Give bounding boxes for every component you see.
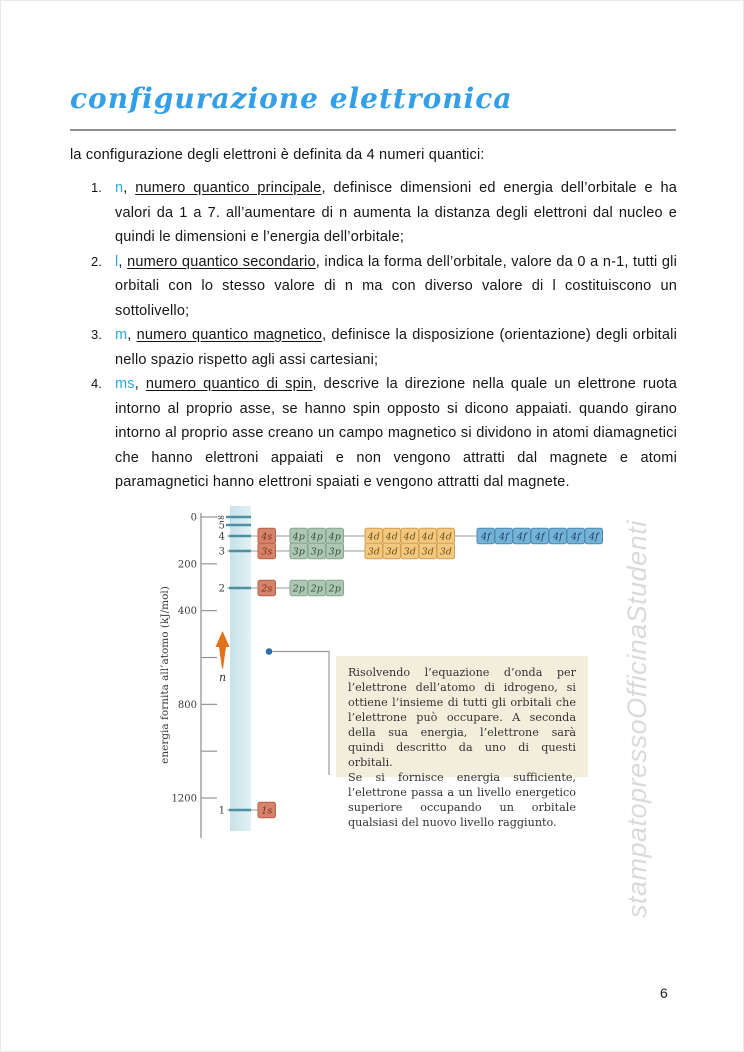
- y-axis-title: energia fornita all’atomo (kJ/mol): [159, 586, 171, 764]
- orbital-box-label: 3d: [367, 546, 380, 558]
- orbital-box-label: 4s: [261, 531, 273, 543]
- energy-band: [230, 506, 251, 831]
- watermark: stampatopressoOfficinaStudenti: [622, 520, 652, 918]
- item-description: , definisce la disposizione (orientazione) degli orbitali nello spazio rispetto agli assi cartesiani;: [115, 327, 677, 368]
- orbital-box-label: 4f: [552, 531, 563, 543]
- orbital-box-label: 4f: [588, 531, 599, 543]
- quantum-term: numero quantico principale: [135, 180, 322, 196]
- orbital-box-label: 3p: [310, 546, 323, 558]
- orbital-box-label: 4f: [570, 531, 581, 543]
- orbital-box-label: 3p: [292, 546, 305, 558]
- level-label: 3: [218, 546, 225, 558]
- note-leader-line: [272, 652, 329, 776]
- orbital-box-label: 4f: [516, 531, 527, 543]
- quantum-term: numero quantico magnetico: [136, 327, 323, 343]
- note-paragraph-2: Se si fornisce energia sufficiente, l’elettrone passa a un livello energetico superiore occupando un orbitale qualsiasi del nuovo livello raggiunto.: [348, 771, 576, 829]
- orbital-box-label: 4p: [328, 531, 341, 543]
- item-text: [115, 250, 677, 324]
- orbital-box-label: 1s: [261, 805, 273, 817]
- arrow-label: n: [218, 671, 227, 684]
- energy-arrow-icon: [216, 631, 230, 669]
- electron-dot: [266, 648, 273, 655]
- quantum-symbol: n: [115, 180, 124, 196]
- orbital-box-label: 3d: [403, 546, 416, 558]
- level-label: 2: [218, 583, 225, 595]
- quantum-symbol: m: [115, 327, 128, 343]
- list-item: [70, 372, 677, 495]
- orbital-box-label: 4f: [534, 531, 545, 543]
- axis-tick-label: 1200: [171, 793, 197, 805]
- item-description: , definisce dimensioni ed energia dell’orbitale e ha valori da 1 a 7. all’aumentare di n aumenta la distanza degli elettroni dal nucleo e quindi le dimensioni e l’energia dell’orbitale;: [115, 180, 677, 245]
- note-box: [336, 656, 588, 829]
- item-description: , descrive la direzione nella quale un elettrone ruota intorno al proprio asse, se hanno spin opposto si dicono appaiati. quando girano intorno al proprio asse creano un campo magnetico si dividono in atomi diamagnetici che hanno elettroni appaiati e non vengono attratti dal magnete e atomi paramagnetici hanno elettroni spaiati e vengono attratti dal magnete.: [115, 376, 677, 490]
- item-text: [115, 372, 677, 495]
- orbital-box-label: 2p: [328, 583, 341, 595]
- orbital-box-label: 4p: [310, 531, 323, 543]
- item-text: [115, 176, 677, 250]
- level-label: ∞: [216, 512, 225, 524]
- axis-tick-label: 200: [177, 559, 197, 571]
- orbital-box-label: 3p: [328, 546, 341, 558]
- orbital-box-label: 4d: [421, 531, 434, 543]
- list-item: [70, 176, 677, 250]
- orbital-box-label: 3s: [261, 546, 273, 558]
- quantum-symbol: ms: [115, 376, 135, 392]
- orbital-box-label: 4f: [480, 531, 491, 543]
- note-paragraph-1: Risolvendo l’equazione d’onda per l’elettrone dell’atomo di idrogeno, si ottiene l’insieme di tutti gli orbitali che l’elettrone può occupare. A seconda della sua energia, l’elettrone sarà quindi descritto da uno di questi orbitali.: [348, 666, 576, 769]
- quantum-numbers-list: [70, 176, 677, 495]
- item-number: 2.: [91, 253, 102, 269]
- axis-tick-label: 800: [177, 699, 197, 711]
- orbital-box-label: 4d: [367, 531, 380, 543]
- list-item: [70, 323, 677, 372]
- orbital-box-label: 2p: [310, 583, 323, 595]
- intro-paragraph: la configurazione degli elettroni è definita da 4 numeri quantici:: [70, 147, 485, 163]
- page-number: 6: [660, 985, 668, 1001]
- orbital-box-label: 3d: [421, 546, 434, 558]
- axis-tick-label: 400: [177, 606, 197, 618]
- quantum-term: numero quantico secondario: [127, 253, 316, 270]
- orbital-box-label: 3d: [439, 546, 452, 558]
- orbital-box-label: 4d: [439, 531, 452, 543]
- orbital-box-label: 2s: [261, 583, 273, 595]
- item-description: , indica la forma dell’orbitale, valore da 0 a n-1, tutti gli orbitali con lo stesso valore di n ma con diverso valore di l costituiscono un sottolivello;: [115, 253, 677, 319]
- item-separator: ,: [123, 180, 136, 196]
- quantum-term: numero quantico di spin: [145, 376, 313, 392]
- item-separator: ,: [118, 253, 128, 270]
- item-text: [115, 323, 677, 372]
- quantum-symbol: l: [115, 253, 119, 270]
- item-number: 4.: [91, 376, 102, 391]
- orbital-box-label: 4f: [498, 531, 509, 543]
- level-label: 1: [218, 805, 225, 817]
- page-title: configurazione elettronica: [70, 82, 513, 115]
- axis-tick-label: 0: [190, 512, 197, 524]
- orbital-box-label: 3d: [385, 546, 398, 558]
- orbital-box-label: 2p: [292, 583, 305, 595]
- orbital-box-label: 4d: [403, 531, 416, 543]
- orbital-box-label: 4p: [292, 531, 305, 543]
- item-number: 1.: [91, 180, 102, 195]
- item-separator: ,: [134, 376, 146, 392]
- orbital-box-label: 4d: [385, 531, 398, 543]
- level-label: 4: [218, 531, 225, 543]
- title-divider: [70, 129, 676, 131]
- list-item: [70, 250, 677, 324]
- item-number: 3.: [91, 327, 102, 342]
- item-separator: ,: [127, 327, 137, 343]
- level-label: 5: [218, 520, 225, 532]
